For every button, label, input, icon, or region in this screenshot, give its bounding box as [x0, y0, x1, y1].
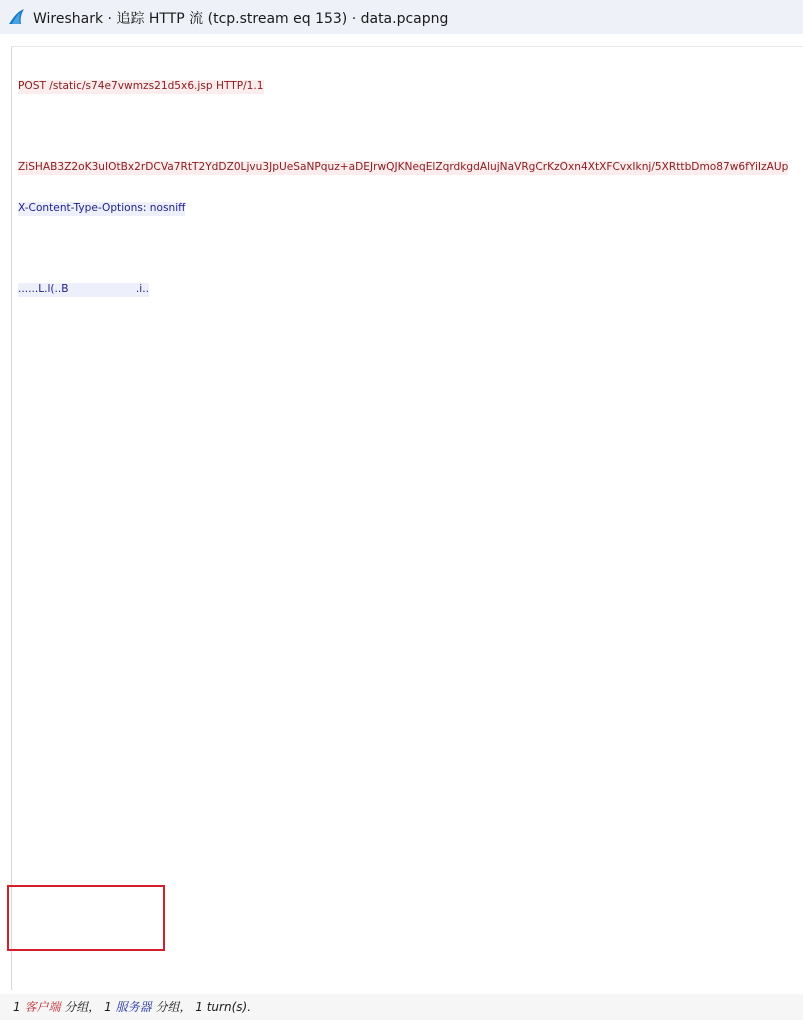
response-headers	[18, 202, 803, 216]
request-header-line	[18, 80, 803, 94]
highlight-box	[7, 885, 165, 951]
response-body	[18, 283, 803, 297]
title-bar	[0, 0, 803, 34]
server-label: 服务器	[115, 1000, 152, 1014]
separator: 分组，	[60, 1000, 101, 1014]
blank-line	[18, 243, 803, 257]
client-label: 客户端	[24, 1000, 61, 1014]
follow-stream-text-view[interactable]	[11, 46, 803, 990]
request-headers	[18, 80, 803, 94]
client-packet-count: 1	[13, 1000, 21, 1014]
blank-line	[18, 121, 803, 135]
response-body-line-text: ......L.l(..B .i..	[18, 283, 149, 296]
status-bar	[0, 994, 803, 1020]
server-packet-count: 1	[104, 1000, 112, 1014]
request-body	[18, 161, 803, 175]
stream-content	[18, 53, 803, 324]
response-body-line	[18, 283, 803, 297]
response-header-line	[18, 202, 803, 216]
turn-count: 1 turn(s).	[195, 1000, 252, 1014]
request-body-line-text: ZiSHAB3Z2oK3uIOtBx2rDCVa7RtT2YdDZ0Ljvu3JpUeSaNPquz+aDEJrwQJKNeqElZqrdkgdAlujNaVRgCrKzOxn4XtXFCvxIknj/5XRttbDmo87w6fYiIzAUp	[18, 161, 789, 174]
request-body-line	[18, 161, 803, 175]
window-title: Wireshark · 追踪 HTTP 流 (tcp.stream eq 153) · data.pcapng	[33, 11, 449, 27]
request-header-line-text: POST /static/s74e7vwmzs21d5x6.jsp HTTP/1.1	[18, 80, 264, 93]
separator: 分组，	[151, 1000, 192, 1014]
wireshark-fin-icon	[8, 8, 26, 26]
response-header-line-text: X-Content-Type-Options: nosniff	[18, 202, 186, 215]
